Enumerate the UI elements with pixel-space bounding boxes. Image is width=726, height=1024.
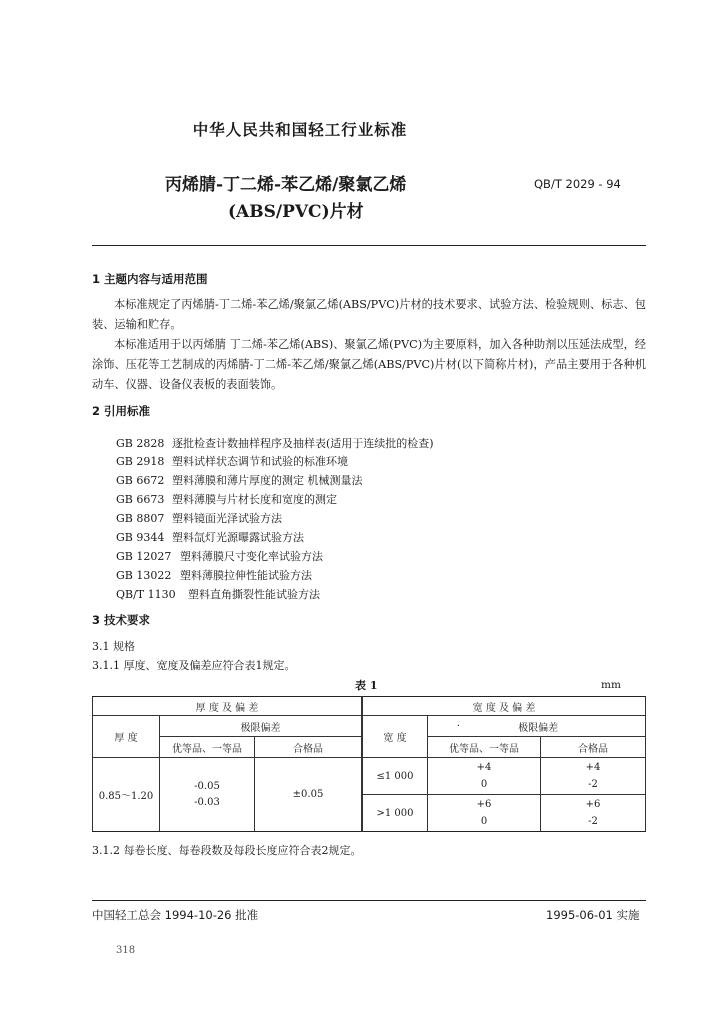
table-cell-value: -0.05: [194, 780, 220, 792]
table-row: [93, 758, 646, 795]
reference-code: GB 6673: [116, 493, 165, 506]
table-row: [93, 716, 646, 737]
list-item: [116, 432, 434, 451]
reference-code: GB 13022: [116, 569, 172, 582]
list-item: [116, 488, 337, 507]
table-header-limit-deviation: 极限偏差: [160, 716, 363, 737]
approval-date: 中国轻工总会 1994-10-26 批准: [92, 908, 259, 922]
section-2-heading: 2 引用标准: [92, 404, 151, 418]
table-unit: mm: [601, 679, 621, 691]
table-cell-thickness-first-dev: [160, 758, 255, 832]
table-cell-thickness-range: 0.85～1.20: [93, 758, 160, 832]
footer-divider: [92, 900, 646, 901]
table-header-grade-first: 优等品、一等品: [160, 737, 255, 758]
reference-title: 塑料试样状态调节和试验的标准环境: [172, 455, 348, 468]
reference-code: GB 6672: [116, 474, 165, 487]
table-header-grade-first-right: 优等品、一等品: [428, 737, 541, 758]
list-item: [116, 583, 320, 602]
document-code: QB/T 2029 - 94: [534, 177, 621, 191]
list-item: [116, 545, 323, 564]
table-cell-value: -2: [588, 816, 598, 827]
table-header-limit-deviation-right: [428, 716, 646, 737]
table-mark: ·: [456, 720, 461, 732]
document-title-line2: (ABS/PVC)片材: [228, 202, 364, 222]
table-header-thickness: 厚 度: [93, 716, 160, 758]
list-item: [116, 526, 304, 545]
reference-title: 塑料直角撕裂性能试验方法: [188, 588, 320, 601]
reference-title: 塑料薄膜和薄片厚度的测定 机械测量法: [172, 474, 363, 487]
list-item: [116, 450, 348, 469]
subsection-3-1: 3.1 规格: [92, 640, 135, 653]
section-1-paragraph-2: 本标准适用于以丙烯腈 丁二烯-苯乙烯(ABS)、聚氯乙烯(PVC)为主要原料，加入各种助剂以压延法成型，经涂饰、压花等工艺制成的丙烯腈-丁二烯-苯乙烯/聚氯乙烯(ABS/PVC)片材(以下简称片材)，产品主要用于各种机动车、仪器、设备仪表板的表面装饰。: [92, 338, 646, 391]
table-cell-width-row2: >1 000: [362, 795, 428, 832]
table-cell-value: -0.03: [194, 796, 220, 808]
reference-title: 塑料薄膜拉伸性能试验方法: [180, 569, 312, 582]
subsection-3-1-2: 3.1.2 每卷长度、每卷段数及每段长度应符合表2规定。: [92, 844, 362, 857]
table-cell-value: +6: [476, 799, 492, 810]
table-row: [93, 697, 646, 716]
table-cell-width-row1: ≤1 000: [362, 758, 428, 795]
table-cell-w1-qualified: [541, 758, 646, 795]
section-3-heading: 3 技术要求: [92, 613, 151, 627]
reference-code: GB 8807: [116, 512, 165, 525]
table-cell-value: +6: [585, 799, 601, 810]
reference-code: GB 2828: [116, 437, 165, 450]
reference-title: 塑料薄膜与片材长度和宽度的测定: [172, 493, 337, 506]
table-cell-value: +4: [476, 762, 492, 773]
table-cell-thickness-qualified-dev: ±0.05: [255, 758, 363, 832]
table-cell-value: 0: [480, 779, 488, 790]
section-1-paragraph-1: 本标准规定了丙烯腈-丁二烯-苯乙烯/聚氯乙烯(ABS/PVC)片材的技术要求、试验方法、检验规则、标志、包装、运输和贮存。: [92, 298, 646, 331]
table-cell-w1-first: [428, 758, 541, 795]
reference-code: GB 12027: [116, 550, 172, 563]
page-number: 318: [116, 945, 136, 956]
table-header-right-group: 宽 度 及 偏 差: [362, 697, 646, 716]
table-header-width: 宽 度: [362, 716, 428, 758]
reference-title: 塑料镜面光泽试验方法: [172, 512, 282, 525]
table-header-left-group: 厚 度 及 偏 差: [93, 697, 363, 716]
reference-title: 塑料薄膜尺寸变化率试验方法: [180, 550, 323, 563]
header-divider: [92, 245, 646, 246]
reference-code: QB/T 1130: [116, 588, 176, 601]
list-item: [116, 469, 363, 488]
table-cell-value: +4: [585, 762, 601, 773]
subsection-3-1-1: 3.1.1 厚度、宽度及偏差应符合表1规定。: [92, 659, 296, 672]
table-caption: 表 1: [355, 679, 378, 692]
reference-title: 逐批检查计数抽样程序及抽样表(适用于连续批的检查): [172, 437, 434, 450]
table-cell-w2-first: [428, 795, 541, 832]
table-cell-w2-qualified: [541, 795, 646, 832]
standard-category-title: 中华人民共和国轻工行业标准: [192, 120, 408, 139]
section-1-heading: 1 主题内容与适用范围: [92, 272, 208, 286]
table-cell-value: -2: [588, 779, 598, 790]
reference-code: GB 2918: [116, 455, 165, 468]
list-item: [116, 564, 312, 583]
reference-code: GB 9344: [116, 531, 165, 544]
table-header-limit-deviation-right-label: 极限偏差: [518, 722, 559, 734]
list-item: [116, 507, 282, 526]
table-header-grade-qualified: 合格品: [255, 737, 363, 758]
table-cell-value: 0: [480, 816, 488, 827]
implementation-date: 1995-06-01 实施: [546, 908, 640, 922]
table-header-grade-qualified-right: 合格品: [541, 737, 646, 758]
table-1: [92, 696, 646, 832]
reference-title: 塑料氙灯光源曝露试验方法: [172, 531, 304, 544]
document-title-line1: 丙烯腈-丁二烯-苯乙烯/聚氯乙烯: [165, 175, 407, 195]
